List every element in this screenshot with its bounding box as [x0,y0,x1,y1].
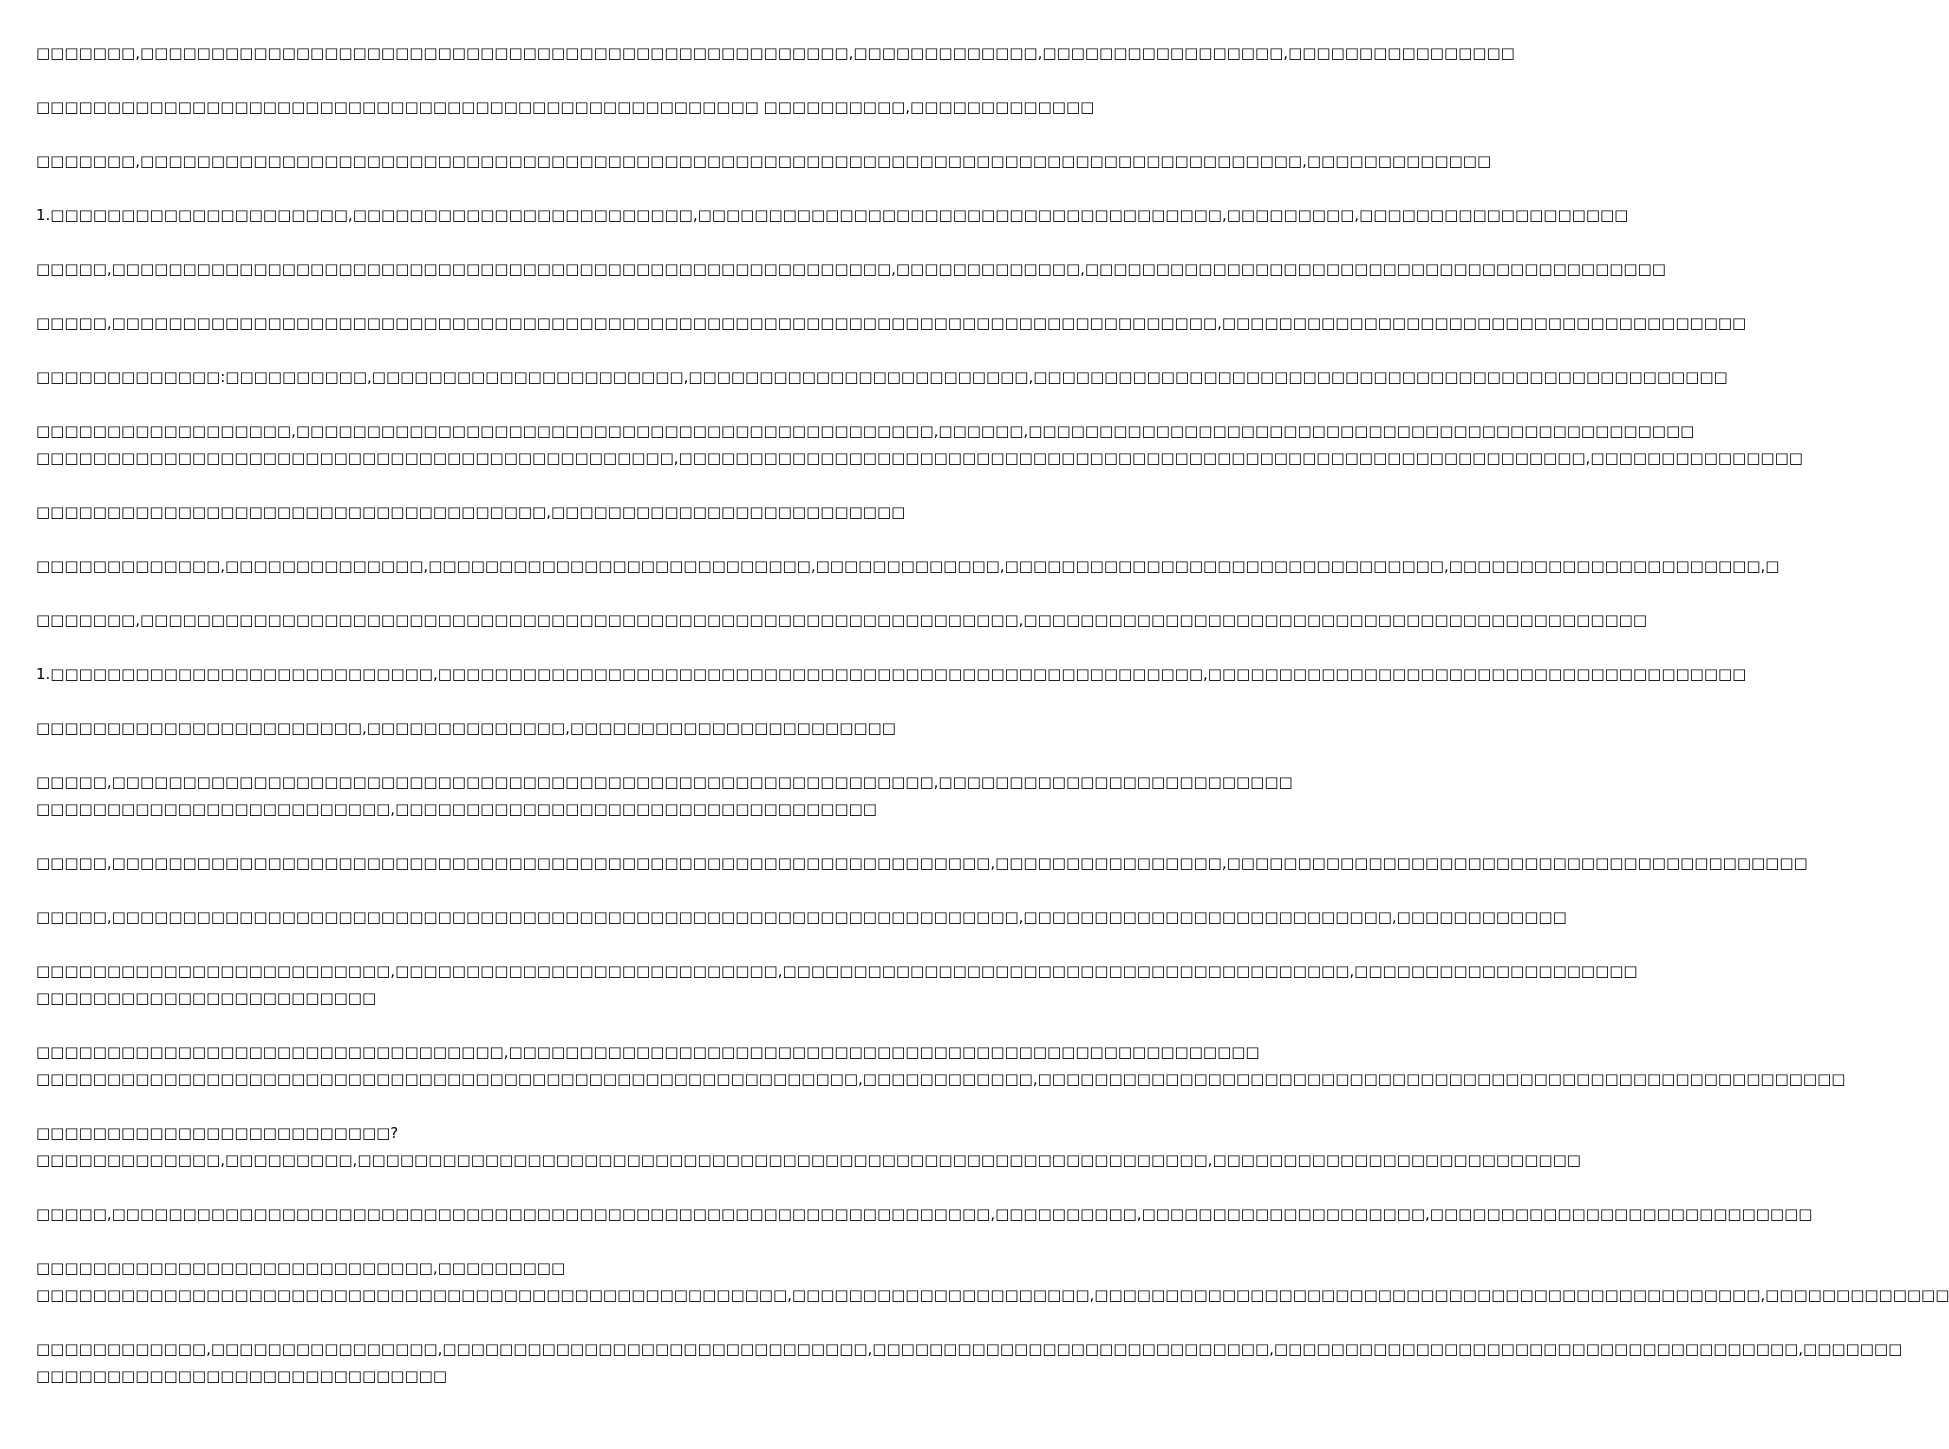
paragraph [36,1120,1581,1174]
text-line: □□□□□□□□□□□□□□□□□□□□□□□□□□□□,□□□□□□□□□ [36,1259,566,1277]
text-line: □□□□□□□□□□□□□□□□□□□□□□□□□□□□□□□□□□□□□□□□□□□□□,□□□□□□□□□□□□□□□□□□□□□□□□□□□□□□□□□□□□□□□□□□□□□□□□□□□□□□□□□□□□□□□□,□□□□□□□□□□□□□□□ [36,449,1803,467]
text-line: □□□□□□□□□□□□□□□□□□□□□□□□□□□□□□□□□□□□□□□□□□□□□□□□□□□ □□□□□□□□□□,□□□□□□□□□□□□□ [36,98,1095,116]
text-line: □□□□□□□□□□□□□□□□□□□□□□□□□□□□□□□□□□□□,□□□□□□□□□□□□□□□□□□□□□□□□□ [36,503,906,521]
text-line: □□□□□,□□□□□□□□□□□□□□□□□□□□□□□□□□□□□□□□□□□□□□□□□□□□□□□□□□□□□□□□□□□□□□□□□□□□□□□□□□□□□□,□□□□□□□□□□□□□□□□□□□□□□□□□□□□□□□□□□□□□ [36,314,1747,332]
text-line: □□□□□□□□□□□□□□□□□□□□□□□□□□□□□ [36,1367,447,1385]
text-line: □□□□□,□□□□□□□□□□□□□□□□□□□□□□□□□□□□□□□□□□□□□□□□□□□□□□□□□□□□□□□□□□□□□□,□□□□□□□□□□□□□□□□,□□□□□□□□□□□□□□□□□□□□□□□□□□□□□□□□□□□□□□□□□ [36,854,1808,872]
paragraph [36,94,1095,121]
paragraph [36,310,1747,337]
paragraph [36,1201,1813,1228]
text-line: □□□□□□□□□□□□□:□□□□□□□□□□,□□□□□□□□□□□□□□□□□□□□□□,□□□□□□□□□□□□□□□□□□□□□□□□,□□□□□□□□□□□□□□□□□□□□□□□□□□□□□□□□□□□□□□□□□□□□□□□□□ [36,368,1728,386]
paragraph [36,958,1638,1012]
text-line: 1.□□□□□□□□□□□□□□□□□□□□□□□□□□□,□□□□□□□□□□□□□□□□□□□□□□□□□□□□□□□□□□□□□□□□□□□□□□□□□□□□□□,□□□□□□□□□□□□□□□□□□□□□□□□□□□□□□□□□□□□□□ [36,665,1747,683]
paragraph [36,1336,1903,1390]
text-line: □□□□□□□□□□□□□□□□□□□□□□□□□□□□□□□□□,□□□□□□□□□□□□□□□□□□□□□□□□□□□□□□□□□□□□□□□□□□□□□□□□□□□□□ [36,1043,1260,1061]
text-line: □□□□□□□□□□□□□,□□□□□□□□□□□□□□,□□□□□□□□□□□□□□□□□□□□□□□□□□□,□□□□□□□□□□□□□,□□□□□□□□□□□□□□□□□□□□□□□□□□□□□□□,□□□□□□□□□□□□□□□□□□□□□□,□ [36,557,1780,575]
text-line: □□□□□,□□□□□□□□□□□□□□□□□□□□□□□□□□□□□□□□□□□□□□□□□□□□□□□□□□□□□□□□□□□□□□□□,□□□□□□□□□□□□□□□□□□□□□□□□□□,□□□□□□□□□□□□ [36,908,1567,926]
text-line: □□□□□□□□□□□□,□□□□□□□□□□□□□□□□,□□□□□□□□□□□□□□□□□□□□□□□□□□□□□□,□□□□□□□□□□□□□□□□□□□□□□□□□□□□,□□□□□□□□□□□□□□□□□□□□□□□□□□□□□□□□□□□□□,□□□□□□□ [36,1340,1903,1358]
text-line: □□□□□□□,□□□□□□□□□□□□□□□□□□□□□□□□□□□□□□□□□□□□□□□□□□□□□□□□□□□□□□□□□□□□□□,□□□□□□□□□□□□□□□□□□□□□□□□□□□□□□□□□□□□□□□□□□□□ [36,611,1648,629]
paragraph [36,553,1780,580]
text-line: □□□□□□□□□□□□□□□□□□□□□□□□□□□□□□□□□□□□□□□□□□□□□□□□□□□□□□□□□□,□□□□□□□□□□□□,□□□□□□□□□□□□□□□□□□□□□□□□□□□□□□□□□□□□□□□□□□□□□□□□□□□□□□□□□ [36,1070,1846,1088]
text-line: □□□□□□□,□□□□□□□□□□□□□□□□□□□□□□□□□□□□□□□□□□□□□□□□□□□□□□□□□□□□□□□□□□□□□□□□□□□□□□□□□□□□□□□□□□,□□□□□□□□□□□□□ [36,152,1492,170]
text-line: □□□□□□□□□□□□□□□□□□□□□□□□□,□□□□□□□□□□□□□□□□□□□□□□□□□□□,□□□□□□□□□□□□□□□□□□□□□□□□□□□□□□□□□□□□□□□□,□□□□□□□□□□□□□□□□□□□□ [36,962,1638,980]
paragraph [36,769,1293,823]
document-body [36,40,1949,1417]
paragraph [36,1255,1949,1309]
paragraph [36,715,990,742]
text-line: □□□□□,□□□□□□□□□□□□□□□□□□□□□□□□□□□□□□□□□□□□□□□□□□□□□□□□□□□□□□□□□□,□□□□□□□□□□□□□□□□□□□□□□□□□ [36,773,1293,791]
paragraph [36,148,1492,175]
paragraph [36,1039,1846,1093]
paragraph [36,850,1808,877]
paragraph [36,661,1747,688]
paragraph [36,904,1567,931]
paragraph [36,364,1728,391]
text-line: □□□□□□□,□□□□□□□□□□□□□□□□□□□□□□□□□□□□□□□□□□□□□□□□□□□□□□□□□□,□□□□□□□□□□□□□,□□□□□□□□□□□□□□□□□,□□□□□□□□□□□□□□□□ [36,44,1515,62]
text-line: 1.□□□□□□□□□□□□□□□□□□□□□,□□□□□□□□□□□□□□□□□□□□□□□□,□□□□□□□□□□□□□□□□□□□□□□□□□□□□□□□□□□□□□,□□□□□□□□□,□□□□□□□□□□□□□□□□□□□ [36,206,1629,224]
text-line: □□□□□□□□□□□□□,□□□□□□□□□,□□□□□□□□□□□□□□□□□□□□□□□□□□□□□□□□□□□□□□□□□□□□□□□□□□□□□□□□□□□□,□□□□□□□□□□□□□□□□□□□□□□□□□□ [36,1151,1581,1169]
text-line: □□□□□□□□□□□□□□□□□□□□□□□□ [36,989,377,1007]
text-line: □□□□□,□□□□□□□□□□□□□□□□□□□□□□□□□□□□□□□□□□□□□□□□□□□□□□□□□□□□□□□□□□□□□□,□□□□□□□□□□,□□□□□□□□□□□□□□□□□□□□,□□□□□□□□□□□□□□□□□□□□□□□□□□□ [36,1205,1813,1223]
paragraph [36,418,1803,472]
paragraph [36,499,990,526]
text-line: □□□□□□□□□□□□□□□□□□□□□□□□□□□□□□□□□□□□□□□□□□□□□□□□□□□□□,□□□□□□□□□□□□□□□□□□□□□,□□□□□□□□□□□□□□□□□□□□□□□□□□□□□□□□□□□□□□□□□□□□□□□,□□□□□□□□□□□□□ [36,1286,1949,1304]
text-line: □□□□□□□□□□□□□□□□□□□□□□□,□□□□□□□□□□□□□□,□□□□□□□□□□□□□□□□□□□□□□□ [36,719,896,737]
text-line: □□□□□□□□□□□□□□□□□□□□□□□□□,□□□□□□□□□□□□□□□□□□□□□□□□□□□□□□□□□□ [36,800,877,818]
paragraph [36,256,1666,283]
text-line: □□□□□□□□□□□□□□□□□□□□□□□□□? [36,1124,399,1142]
text-line: □□□□□,□□□□□□□□□□□□□□□□□□□□□□□□□□□□□□□□□□□□□□□□□□□□□□□□□□□□□□□,□□□□□□□□□□□□□,□□□□□□□□□□□□□□□□□□□□□□□□□□□□□□□□□□□□□□□□□ [36,260,1666,278]
paragraph [36,607,1648,634]
paragraph [36,202,1629,229]
paragraph [36,40,1515,67]
text-line: □□□□□□□□□□□□□□□□□□,□□□□□□□□□□□□□□□□□□□□□□□□□□□□□□□□□□□□□□□□□□□□□,□□□□□□,□□□□□□□□□□□□□□□□□□□□□□□□□□□□□□□□□□□□□□□□□□□□□□□ [36,422,1695,440]
